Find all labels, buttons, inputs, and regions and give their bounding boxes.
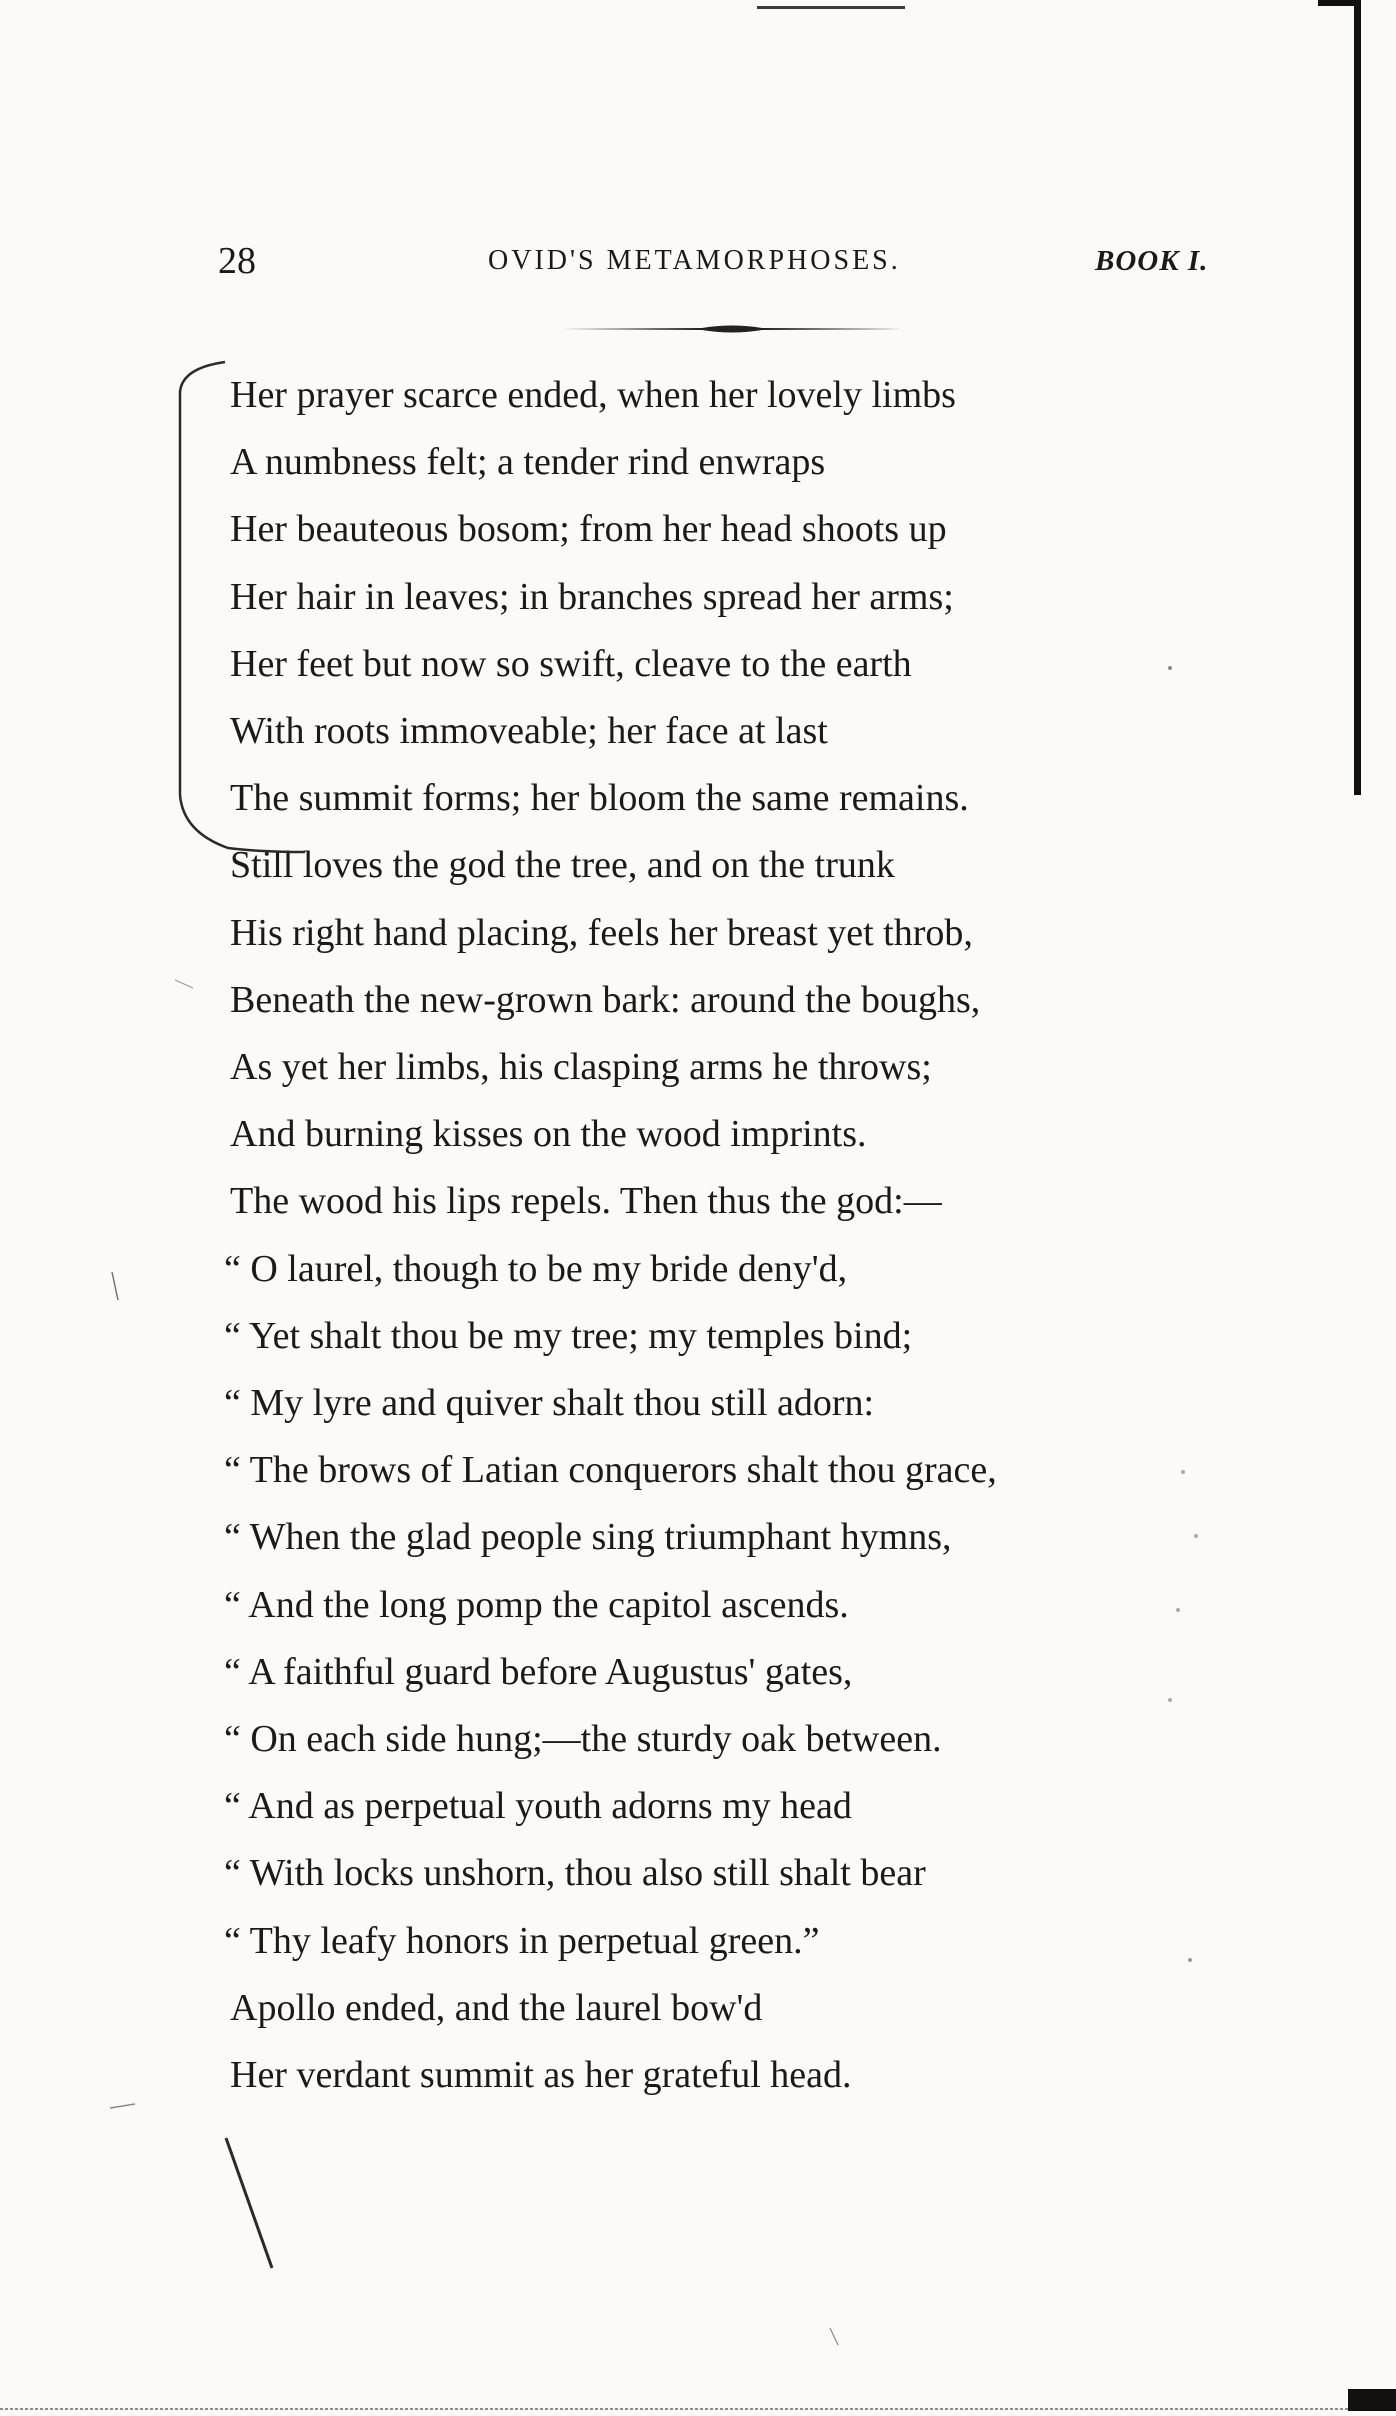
poem-line: “ The brows of Latian conquerors shalt thou grace, [224,1449,997,1491]
poem-line: Her feet but now so swift, cleave to the earth [230,643,912,685]
poem-line: As yet her limbs, his clasping arms he throws; [230,1046,932,1088]
bottom-edge-smudge [0,2375,1396,2416]
poem-line: “ On each side hung;—the sturdy oak between. [224,1718,942,1760]
header-ornament-rule [562,322,902,336]
poem-line: Her prayer scarce ended, when her lovely limbs [230,374,956,416]
poem-line: “ And the long pomp the capitol ascends. [224,1584,849,1626]
poem-line: The wood his lips repels. Then thus the god:— [230,1180,942,1222]
page-number: 28 [218,240,256,282]
poem-line: With roots immoveable; her face at last [230,710,828,752]
poem-line: Beneath the new-grown bark: around the boughs, [230,979,981,1021]
poem-line: “ My lyre and quiver shalt thou still adorn: [224,1382,875,1424]
book-label: BOOK I. [1095,245,1209,277]
poem-line: Apollo ended, and the laurel bow'd [230,1987,763,2029]
right-edge-bar-cap [1318,0,1358,6]
poem-line: Her beauteous bosom; from her head shoots up [230,508,947,550]
poem-line: A numbness felt; a tender rind enwraps [230,441,826,483]
poem-line: His right hand placing, feels her breast yet throb, [230,912,973,954]
poem-line: And burning kisses on the wood imprints. [230,1113,867,1155]
page-header [0,235,1396,295]
right-edge-bar [1354,0,1361,795]
poem-line: “ A faithful guard before Augustus' gates, [224,1651,853,1693]
poem-line: “ When the glad people sing triumphant hymns, [224,1516,952,1558]
poem-line: “ O laurel, though to be my bride deny'd, [224,1248,848,1290]
poem-line: “ Thy leafy honors in perpetual green.” [224,1920,820,1962]
poem-line: “ Yet shalt thou be my tree; my temples bind; [224,1315,913,1357]
top-edge-rule [757,6,905,9]
poem-line: Her hair in leaves; in branches spread her arms; [230,576,954,618]
running-title: OVID'S METAMORPHOSES. [488,245,901,276]
poem-line: “ With locks unshorn, thou also still shalt bear [224,1852,926,1894]
poem-line: The summit forms; her bloom the same remains. [230,777,969,819]
poem-line: Still loves the god the tree, and on the trunk [230,844,895,886]
poem-line: “ And as perpetual youth adorns my head [224,1785,852,1827]
poem-line: Her verdant summit as her grateful head. [230,2054,852,2096]
